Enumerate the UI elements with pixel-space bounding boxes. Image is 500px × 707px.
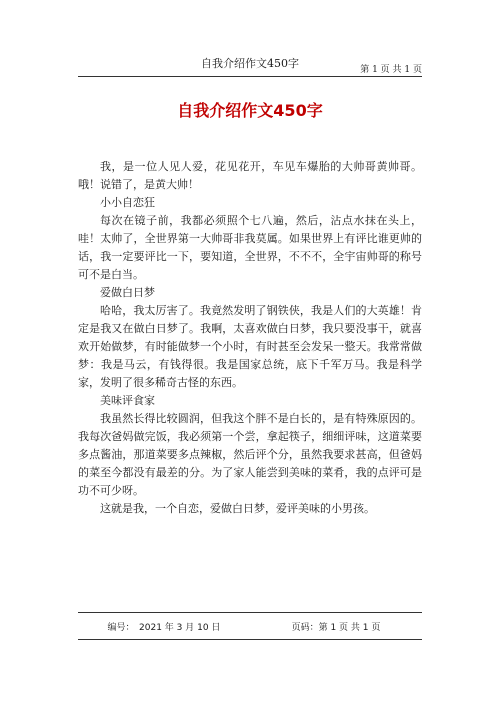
document-title: 自我介绍作文450字 xyxy=(177,101,323,120)
closing-paragraph: 这就是我，一个自恋，爱做白日梦，爱评美味的小男孩。 xyxy=(100,502,375,515)
section-paragraph: 我虽然长得比较圆润，但我这个胖不是白长的，是有特殊原因的。我每次爸妈做完饭，我必须第一个尝，拿起筷子，细细评味，这道菜要多点酱油，那道菜要多点辣椒，然后评个分，虽然我要求甚高，但爸妈的菜至今都没有最差的分。为了家人能尝到美味的菜肴，我的点评可是功不可少呀。 xyxy=(78,412,422,497)
section-heading: 小小自恋狂 xyxy=(100,196,155,209)
footer-page: 页码：第 1 页 共 1 页 xyxy=(291,622,381,633)
footer-number: 编号： 2021 年 3 月 10 日 xyxy=(107,622,221,633)
section-heading: 美味评食家 xyxy=(100,394,155,407)
document-body xyxy=(78,158,422,518)
intro-paragraph: 我，是一位人见人爱，花见花开，车见车爆胎的大帅哥黄帅哥。哦！说错了，是黄大帅！ xyxy=(78,160,422,191)
section-heading: 爱做白日梦 xyxy=(100,286,155,299)
section-paragraph: 每次在镜子前，我都必须照个七八遍，然后，沾点水抹在头上，哇！太帅了，全世界第一大帅哥非我莫属。如果世界上有评比谁更帅的话，我一定要评比一下，要知道，全世界，不不不，全宇宙帅哥的称号可不是白当。 xyxy=(78,214,422,281)
section-paragraph: 哈哈，我太厉害了。我竟然发明了钢铁侠，我是人们的大英雄！肯定是我又在做白日梦了。我啊，太喜欢做白日梦，我只要没事干，就喜欢开始做梦，有时能做梦一个小时，有时甚至会发呆一整天。我常常做梦：我是马云，有钱得很。我是国家总统，底下千军万马。我是科学家，发明了很多稀奇古怪的东西。 xyxy=(78,304,422,389)
header-title: 自我介绍作文450字 xyxy=(201,57,299,70)
header-divider xyxy=(78,76,422,77)
footer xyxy=(78,612,422,640)
header-page-info: 第 1 页 共 1 页 xyxy=(360,65,422,75)
